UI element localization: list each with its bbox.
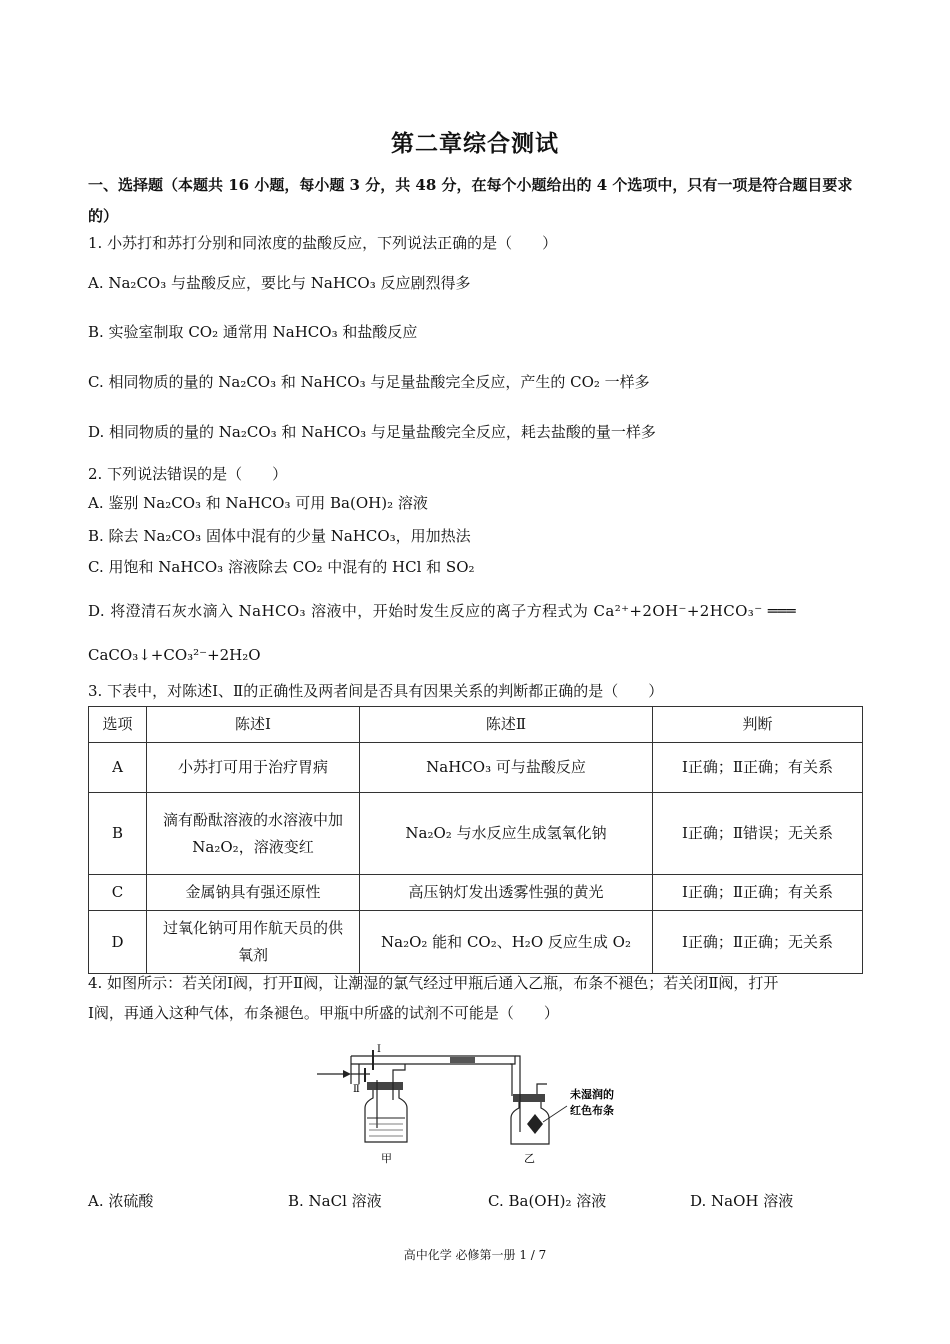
- apparatus-diagram: [315, 1036, 645, 1166]
- q4-option-a: A. 浓硫酸: [88, 1192, 154, 1210]
- annotation: 未湿润的: [570, 1088, 614, 1101]
- table-cell: 金属钠具有强还原性: [147, 875, 360, 911]
- q3-table: [88, 706, 863, 974]
- valve-label: Ⅱ: [353, 1084, 360, 1095]
- q1-stem: 1. 小苏打和苏打分别和同浓度的盐酸反应，下列说法正确的是（ ）: [88, 234, 558, 252]
- q3-stem: 3. 下表中，对陈述Ⅰ、Ⅱ的正确性及两者间是否具有因果关系的判断都正确的是（ ）: [88, 682, 664, 700]
- table-row: [89, 793, 863, 875]
- table-cell: D: [89, 911, 147, 974]
- valve-label: Ⅰ: [377, 1044, 381, 1055]
- q2-option-d-cont: CaCO₃↓+CO₃²⁻+2H₂O: [88, 646, 261, 664]
- q4-option-c: C. Ba(OH)₂ 溶液: [488, 1192, 607, 1210]
- q2-option-c: C. 用饱和 NaHCO₃ 溶液除去 CO₂ 中混有的 HCl 和 SO₂: [88, 558, 475, 576]
- table-cell: C: [89, 875, 147, 911]
- page-footer: 高中化学 必修第一册 1 / 7: [403, 1248, 547, 1262]
- q4-stem-line1: 4. 如图所示：若关闭Ⅰ阀，打开Ⅱ阀，让潮湿的氯气经过甲瓶后通入乙瓶，布条不褪色；若关闭Ⅱ阀，打开: [88, 974, 779, 992]
- q1-option-d: D. 相同物质的量的 Na₂CO₃ 和 NaHCO₃ 与足量盐酸完全反应，耗去盐酸的量一样多: [88, 423, 656, 441]
- bottle-label: 甲: [381, 1152, 392, 1165]
- table-row: [89, 875, 863, 911]
- q2-option-b: B. 除去 Na₂CO₃ 固体中混有的少量 NaHCO₃，用加热法: [88, 527, 471, 545]
- annotation: 红色布条: [570, 1104, 614, 1117]
- section-heading: 一、选择题（本题共 16 小题，每小题 3 分，共 48 分，在每个小题给出的 4 个选项中，只有一项是符合题目要求的）: [88, 176, 853, 225]
- q1-option-c: C. 相同物质的量的 Na₂CO₃ 和 NaHCO₃ 与足量盐酸完全反应，产生的 CO₂ 一样多: [88, 373, 650, 391]
- table-cell: Na₂O₂ 能和 CO₂、H₂O 反应生成 O₂: [360, 911, 653, 974]
- table-header: 判断: [653, 707, 863, 743]
- q4-option-b: B. NaCl 溶液: [288, 1192, 382, 1210]
- q4-stem-line2: Ⅰ阀，再通入这种气体，布条褪色。甲瓶中所盛的试剂不可能是（ ）: [88, 1004, 559, 1022]
- table-cell: A: [89, 743, 147, 793]
- table-row: [89, 911, 863, 974]
- table-cell: Ⅰ正确；Ⅱ错误；无关系: [653, 793, 863, 875]
- q1-option-b: B. 实验室制取 CO₂ 通常用 NaHCO₃ 和盐酸反应: [88, 323, 418, 341]
- q1-option-a: A. Na₂CO₃ 与盐酸反应，要比与 NaHCO₃ 反应剧烈得多: [88, 274, 471, 292]
- q2-stem: 2. 下列说法错误的是（ ）: [88, 465, 288, 483]
- table-cell: Ⅰ正确；Ⅱ正确；有关系: [653, 743, 863, 793]
- table-cell: 高压钠灯发出透雾性强的黄光: [360, 875, 653, 911]
- table-header-row: [89, 707, 863, 743]
- table-header: 陈述Ⅰ: [147, 707, 360, 743]
- q4-option-d: D. NaOH 溶液: [690, 1192, 794, 1210]
- q2-option-a: A. 鉴别 Na₂CO₃ 和 NaHCO₃ 可用 Ba(OH)₂ 溶液: [88, 494, 428, 512]
- bottle-label: 乙: [524, 1152, 535, 1165]
- table-row: [89, 743, 863, 793]
- table-cell: Na₂O₂ 与水反应生成氢氧化钠: [360, 793, 653, 875]
- table-cell: NaHCO₃ 可与盐酸反应: [360, 743, 653, 793]
- table-cell: 过氧化钠可用作航天员的供氧剂: [147, 911, 360, 974]
- table-cell: Ⅰ正确；Ⅱ正确；有关系: [653, 875, 863, 911]
- table-cell: B: [89, 793, 147, 875]
- table-header: 陈述Ⅱ: [360, 707, 653, 743]
- table-cell: Ⅰ正确；Ⅱ正确；无关系: [653, 911, 863, 974]
- table-cell: 小苏打可用于治疗胃病: [147, 743, 360, 793]
- page-title: 第二章综合测试: [391, 130, 559, 157]
- table-header: 选项: [89, 707, 147, 743]
- table-cell: 滴有酚酞溶液的水溶液中加 Na₂O₂，溶液变红: [147, 793, 360, 875]
- q2-option-d: D. 将澄清石灰水滴入 NaHCO₃ 溶液中，开始时发生反应的离子方程式为 Ca²⁺+2OH⁻+2HCO₃⁻ ═══: [88, 602, 796, 620]
